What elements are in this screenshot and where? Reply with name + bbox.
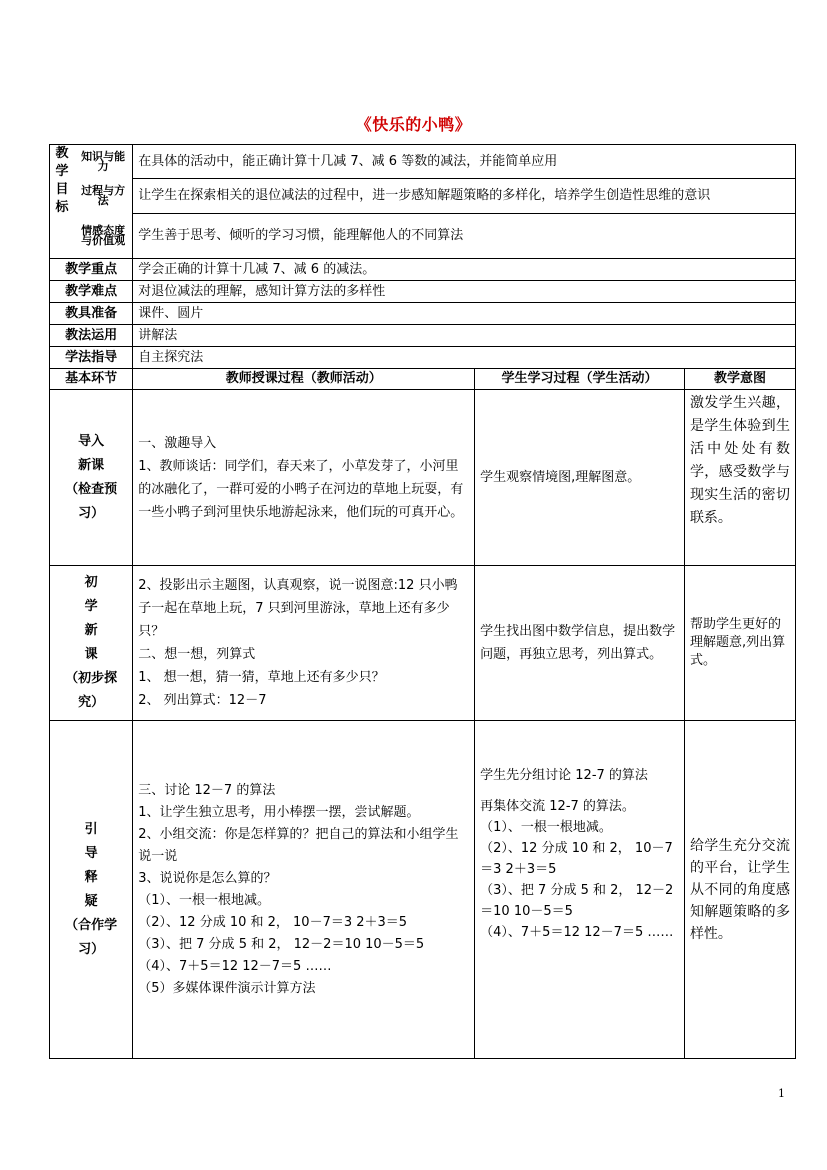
- objective-row: [50, 179, 796, 213]
- info-label: 教学重点: [50, 259, 133, 281]
- header-intent: 教学意图: [684, 369, 795, 390]
- objective-text: 让学生在探索相关的退位减法的过程中，进一步感知解题策略的多样化，培养学生创造性思维的意识: [133, 179, 796, 213]
- stage-row: [50, 721, 796, 1059]
- objective-text: 学生善于思考、倾听的学习习惯，能理解他人的不同算法: [133, 213, 796, 258]
- stage-name: 初 学 新 课 （初步探 究）: [50, 566, 133, 721]
- info-text: 讲解法: [133, 325, 796, 347]
- stage-row: [50, 566, 796, 721]
- document-title: 《快乐的小鸭》: [355, 115, 472, 134]
- teacher-activity: 2、投影出示主题图，认真观察，说一说图意:12 只小鸭子一起在草地上玩，7 只到河里游泳，草地上还有多少只？ 二、想一想，列算式 1、 想一想，猜一猜，草地上还有多少只？ 2、 列出算式：12－7: [133, 566, 475, 721]
- info-row: [50, 325, 796, 347]
- lesson-plan-table: [49, 144, 796, 1059]
- info-row: [50, 347, 796, 369]
- student-activity: 学生找出图中数学信息，提出数学问题，再独立思考，列出算式。: [475, 566, 685, 721]
- teaching-intent: 帮助学生更好的理解题意,列出算式。: [684, 566, 795, 721]
- teaching-intent: 激发学生兴趣，是学生体验到生活中处处有数学，感受数学与现实生活的密切联系。: [684, 390, 795, 566]
- header-teacher: 教师授课过程（教师活动）: [133, 369, 475, 390]
- header-stage: 基本环节: [50, 369, 133, 390]
- teaching-intent: 给学生充分交流的平台，让学生从不同的角度感知解题策略的多样性。: [684, 721, 795, 1059]
- stage-name: 引 导 释 疑 （合作学 习）: [50, 721, 133, 1059]
- objectives-label: [50, 145, 133, 259]
- objectives-label-char: 教: [55, 146, 69, 161]
- process-header-row: [50, 369, 796, 390]
- info-label: 教法运用: [50, 325, 133, 347]
- teacher-activity: 一、激趣导入 1、教师谈话：同学们，春天来了，小草发芽了，小河里的冰融化了，一群可爱的小鸭子在河边的草地上玩耍，有一些小鸭子到河里快乐地游起泳来，他们玩的可真开心。: [133, 390, 475, 566]
- objective-sub-label: 情感态度与价值观: [81, 223, 126, 247]
- objectives-label-char: 标: [55, 200, 69, 215]
- student-activity: 学生观察情境图,理解图意。: [475, 390, 685, 566]
- objectives-label-char: 目: [55, 182, 69, 197]
- objective-row: [50, 213, 796, 258]
- info-row: [50, 281, 796, 303]
- header-student: 学生学习过程（学生活动）: [475, 369, 685, 390]
- objective-sub-label: 过程与方法: [81, 184, 126, 207]
- info-row: [50, 259, 796, 281]
- stage-name: 导入 新课 （检查预 习）: [50, 390, 133, 566]
- info-text: 自主探究法: [133, 347, 796, 369]
- info-row: [50, 303, 796, 325]
- objective-text: 在具体的活动中，能正确计算十几减 7、减 6 等数的减法，并能简单应用: [133, 145, 796, 179]
- objective-sub-label: 知识与能力: [81, 150, 126, 173]
- info-text: 对退位减法的理解，感知计算方法的多样性: [133, 281, 796, 303]
- info-label: 学法指导: [50, 347, 133, 369]
- info-label: 教学难点: [50, 281, 133, 303]
- info-text: 学会正确的计算十几减 7、减 6 的减法。: [133, 259, 796, 281]
- info-text: 课件、圆片: [133, 303, 796, 325]
- objective-row: [50, 145, 796, 179]
- teacher-activity: 三、讨论 12－7 的算法 1、让学生独立思考，用小棒摆一摆，尝试解题。 2、小组交流：你是怎样算的？把自己的算法和小组学生说一说 3、说说你是怎么算的？ （1）、一根一根地减。 （2）、12 分成 10 和 2， 10－7＝3 2＋3＝5 （3）、把 7 分成 5 和 2， 12－2＝10 10－5＝5 （4）、7＋5＝12 12－7＝5 …… （5）多媒体课件演示计算方法: [133, 721, 475, 1059]
- student-activity: 学生先分组讨论 12-7 的算法 再集体交流 12-7 的算法。 （1）、一根一根地减。 （2）、12 分成 10 和 2， 10－7＝3 2＋3＝5 （3）、把 7 分成 5 和 2， 12－2＝10 10－5＝5 （4）、7＋5＝12 12－7＝5 ……: [475, 721, 685, 1059]
- stage-row: [50, 390, 796, 566]
- objectives-label-char: 学: [55, 164, 69, 179]
- info-label: 教具准备: [50, 303, 133, 325]
- page-number: 1: [778, 1087, 785, 1100]
